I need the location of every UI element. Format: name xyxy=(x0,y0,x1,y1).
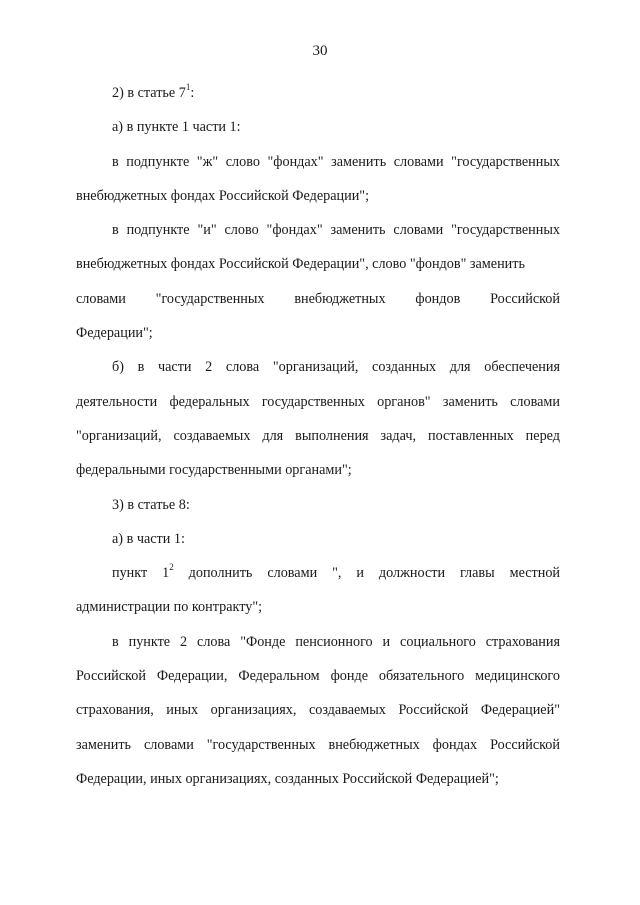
paragraph-tail: : xyxy=(190,85,195,101)
superscript: 2 xyxy=(169,562,174,573)
paragraph-text: 2) в статье 7 xyxy=(112,85,186,101)
document-body xyxy=(76,76,560,796)
word: Российской xyxy=(490,290,560,307)
word: фондов xyxy=(415,290,461,307)
paragraph-text: пункт 1 xyxy=(112,565,170,582)
paragraph-text: дополнить словами ", и должности главы местной администрации по контракту"; xyxy=(76,565,561,616)
paragraph-article-8: 3) в статье 8: xyxy=(112,496,190,513)
paragraph-subpoint-zh: в подпункте "ж" слово "фондах" заменить словами "государственных внебюджетных фондах Российской Федерации"; xyxy=(76,153,560,204)
justified-line xyxy=(76,282,560,316)
paragraph-part-1: а) в части 1: xyxy=(112,530,185,547)
paragraph-part-2: б) в части 2 слова "организаций, созданных для обеспечения деятельности федеральных государственных органов" заменить словами "организаций, создаваемых для выполнения задач, поставленных перед федеральными государственными органами"; xyxy=(76,359,560,479)
word: словами xyxy=(76,290,126,307)
page-number: 30 xyxy=(312,43,328,59)
paragraph-text: в подпункте "и" слово "фондах" заменить словами "государственных внебюджетных фондах Российской Федерации", слово "фондов" заменить xyxy=(76,222,560,273)
paragraph-article-7 xyxy=(76,76,560,110)
word: внебюджетных xyxy=(294,290,386,307)
paragraph-line-last: Федерации"; xyxy=(76,325,153,342)
paragraph-point-1-2 xyxy=(76,556,560,625)
word: "государственных xyxy=(155,290,265,307)
paragraph-point-2: в пункте 2 слова "Фонде пенсионного и социального страхования Российской Федерации, Федеральном фонде обязательного медицинского страхования, иных организациях, создаваемых Российской Федерацией" заменить словами "государственных внебюджетных фондах Российской Федерации, иных организациях, созданных Российской Федерацией"; xyxy=(76,633,560,787)
superscript: 1 xyxy=(185,82,191,93)
paragraph-point-1: а) в пункте 1 части 1: xyxy=(112,119,241,136)
paragraph-subpoint-i xyxy=(76,213,560,282)
